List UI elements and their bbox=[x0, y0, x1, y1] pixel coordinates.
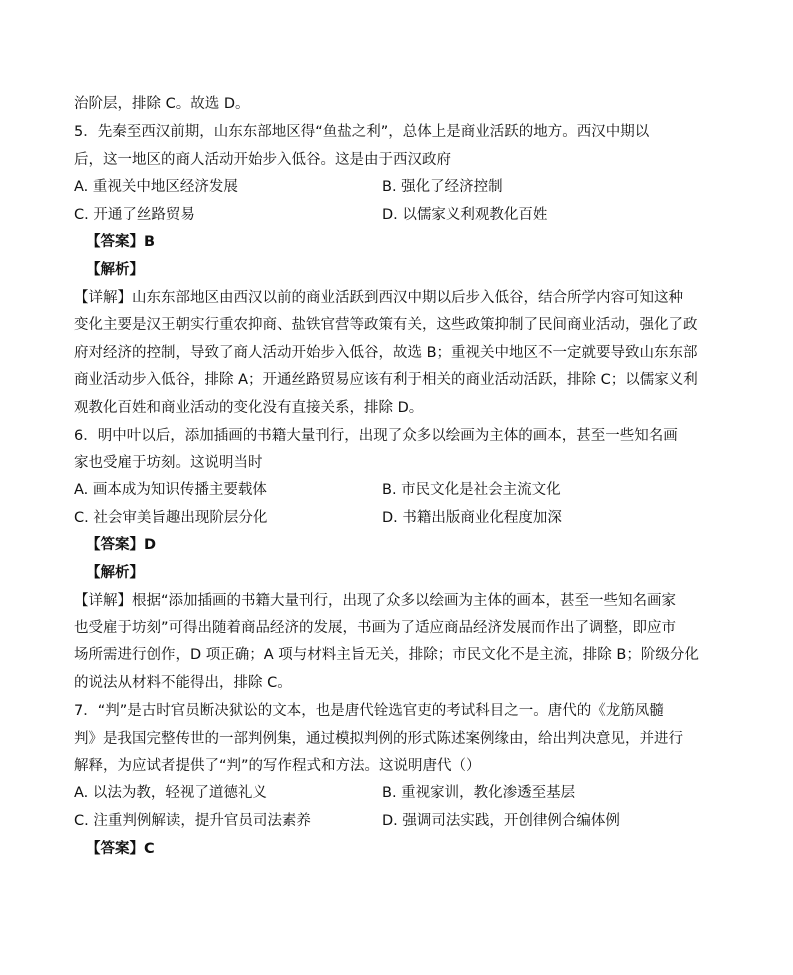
question-7-stem: 解释，为应试者提供了“判”的写作程式和方法。这说明唐代（） bbox=[74, 758, 481, 774]
detail-text: 【详解】根据“添加插画的书籍大量刊行，出现了众多以绘画为主体的画本，甚至一些知名画家 bbox=[74, 593, 677, 609]
option-c: C. 开通了丝路贸易 bbox=[74, 207, 195, 223]
option-d: D. 以儒家义利观教化百姓 bbox=[382, 207, 548, 223]
option-d: D. 书籍出版商业化程度加深 bbox=[382, 510, 562, 526]
detail-text: 观教化百姓和商业活动的变化没有直接关系，排除 D。 bbox=[74, 400, 424, 416]
option-d: D. 强调司法实践，开创律例合编体例 bbox=[382, 813, 620, 829]
detail-text: 府对经济的控制，导致了商人活动开始步入低谷，故选 B；重视关中地区不一定就要导致山东东部 bbox=[74, 345, 698, 361]
option-b: B. 重视家训，教化渗透至基层 bbox=[382, 785, 576, 801]
analysis-label: 【解析】 bbox=[86, 262, 144, 278]
option-a: A. 画本成为知识传播主要载体 bbox=[74, 482, 267, 498]
answer-label: 【答案】D bbox=[86, 537, 157, 553]
question-5-stem: 5．先秦至西汉前期，山东东部地区得“鱼盐之利”，总体上是商业活跃的地方。西汉中期以 bbox=[74, 124, 650, 140]
question-6-stem: 家也受雇于坊刻。这说明当时 bbox=[74, 455, 263, 471]
question-7-stem: 7．“判”是古时官员断决狱讼的文本，也是唐代铨选官吏的考试科目之一。唐代的《龙筋凤髓 bbox=[74, 703, 664, 719]
option-b: B. 强化了经济控制 bbox=[382, 179, 503, 195]
detail-text: 的说法从材料不能得出，排除 C。 bbox=[74, 675, 292, 691]
option-c: C. 注重判例解读，提升官员司法素养 bbox=[74, 813, 311, 829]
question-5-stem: 后，这一地区的商人活动开始步入低谷。这是由于西汉政府 bbox=[74, 152, 451, 168]
detail-text: 场所需进行创作，D 项正确；A 项与材料主旨无关，排除；市民文化不是主流，排除 B；阶级分化 bbox=[74, 647, 699, 663]
detail-text: 也受雇于坊刻”可得出随着商品经济的发展，书画为了适应商品经济发展而作出了调整，即应市 bbox=[74, 620, 677, 636]
analysis-label: 【解析】 bbox=[86, 565, 144, 581]
detail-text: 变化主要是汉王朝实行重农抑商、盐铁官营等政策有关，这些政策抑制了民间商业活动，强化了政 bbox=[74, 317, 698, 333]
option-c: C. 社会审美旨趣出现阶层分化 bbox=[74, 510, 268, 526]
answer-label: 【答案】C bbox=[86, 841, 155, 857]
detail-text: 商业活动步入低谷，排除 A；开通丝路贸易应该有利于相关的商业活动活跃，排除 C；以儒家义利 bbox=[74, 372, 698, 388]
option-b: B. 市民文化是社会主流文化 bbox=[382, 482, 561, 498]
detail-text: 【详解】山东东部地区由西汉以前的商业活跃到西汉中期以后步入低谷，结合所学内容可知这种 bbox=[74, 290, 683, 306]
option-a: A. 以法为教，轻视了道德礼义 bbox=[74, 785, 267, 801]
answer-label: 【答案】B bbox=[86, 234, 156, 250]
question-6-stem: 6．明中叶以后，添加插画的书籍大量刊行，出现了众多以绘画为主体的画本，甚至一些知名画 bbox=[74, 428, 678, 444]
question-7-stem: 判》是我国完整传世的一部判例集，通过模拟判例的形式陈述案例缘由，给出判决意见，并进行 bbox=[74, 731, 683, 747]
option-a: A. 重视关中地区经济发展 bbox=[74, 179, 238, 195]
text-line: 治阶层，排除 C。故选 D。 bbox=[74, 96, 250, 112]
